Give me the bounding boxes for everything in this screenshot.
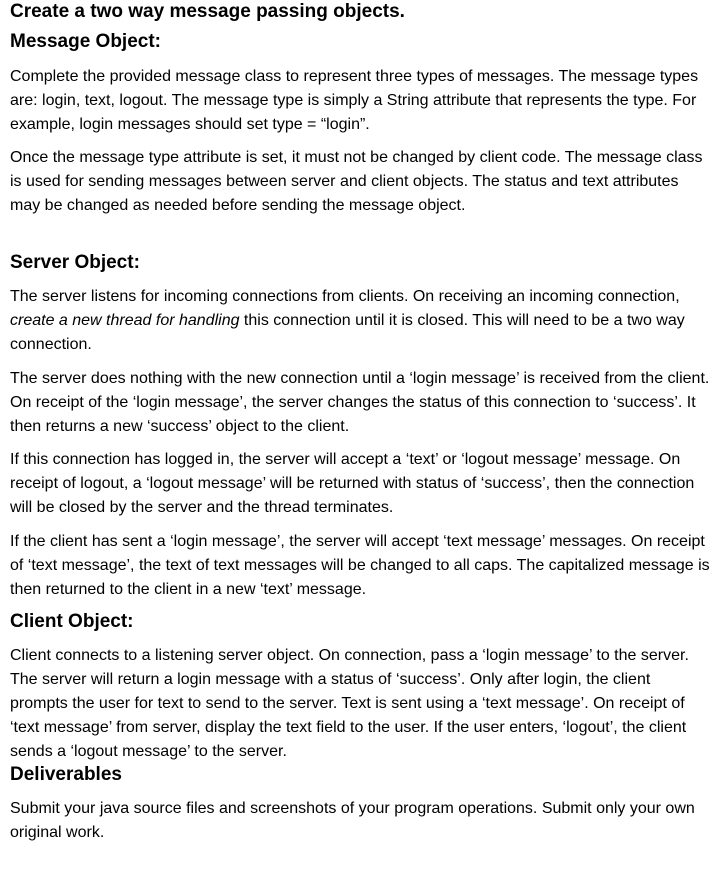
message-object-heading: Message Object: bbox=[10, 31, 161, 52]
server-p1-text-end: this connection until it is closed. This will need to be a two way connection. bbox=[10, 312, 685, 353]
server-object-heading: Server Object: bbox=[10, 252, 140, 273]
server-p1-text-start: The server listens for incoming connections from clients. On receiving an incoming connection, bbox=[10, 288, 680, 305]
deliverables-heading: Deliverables bbox=[10, 764, 122, 785]
server-object-paragraph-4: If the client has sent a ‘login message’, the server will accept ‘text message’ messages. On receipt of ‘text message’, the text of text messages will be changed to all caps. The capitalized message is then returned to the client in a new ‘text’ message. bbox=[10, 533, 710, 598]
page-title: Create a two way message passing objects. bbox=[10, 1, 405, 22]
message-object-paragraph-2: Once the message type attribute is set, it must not be changed by client code. The message class is used for sending messages between server and client objects. The status and text attributes may be changed as needed before sending the message object. bbox=[10, 149, 703, 214]
server-object-paragraph-2: The server does nothing with the new connection until a ‘login message’ is received from the client. On receipt of the ‘login message’, the server changes the status of this connection to ‘success’. It then returns a new ‘success’ object to the client. bbox=[10, 370, 710, 435]
client-object-paragraph: Client connects to a listening server object. On connection, pass a ‘login message’ to the server. The server will return a login message with a status of ‘success’. Only after login, the client prompts the user for text to send to the server. Text is sent using a ‘text message’. On receipt of ‘text message’ from server, display the text field to the user. If the user enters, ‘logout’, the client sends a ‘logout message’ to the server. bbox=[10, 647, 689, 760]
client-object-heading: Client Object: bbox=[10, 611, 134, 632]
message-object-paragraph-1: Complete the provided message class to represent three types of messages. The message types are: login, text, logout. The message type is simply a String attribute that represents the type. For example, login messages should set type = “login”. bbox=[10, 68, 699, 133]
server-object-paragraph-3: If this connection has logged in, the server will accept a ‘text’ or ‘logout message’ message. On receipt of logout, a ‘logout message’ will be returned with status of ‘success’, then the connection will be closed by the server and the thread terminates. bbox=[10, 451, 695, 516]
deliverables-paragraph: Submit your java source files and screenshots of your program operations. Submit only your own original work. bbox=[10, 800, 695, 841]
server-p1-emphasis: create a new thread for handling bbox=[10, 312, 240, 329]
server-object-paragraph-1 bbox=[10, 285, 711, 367]
